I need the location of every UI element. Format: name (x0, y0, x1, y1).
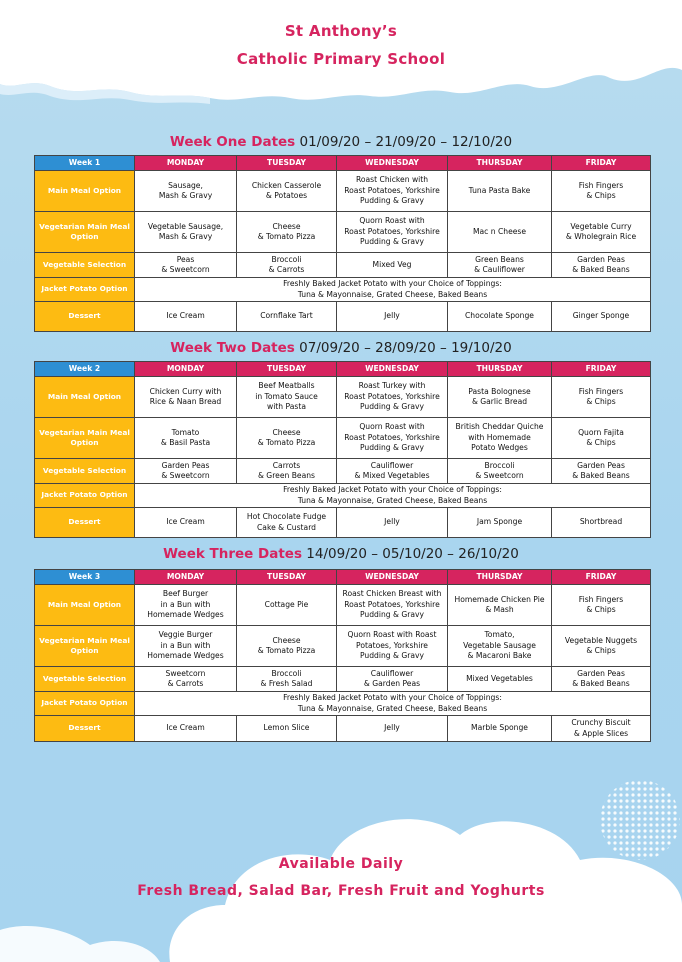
menu-cell: Cauliflower & Garden Peas (337, 667, 448, 692)
menu-cell: Broccoli & Fresh Salad (237, 667, 337, 692)
school-name-line1: St Anthony’s (284, 22, 398, 40)
menu-cell: Mixed Veg (337, 253, 448, 278)
menu-cell: Mixed Vegetables (448, 667, 552, 692)
row-label-veg: Vegetable Selection (35, 667, 135, 692)
menu-cell: Chicken Casserole & Potatoes (237, 171, 337, 212)
week-3-table (34, 569, 651, 742)
row-label-dessert: Dessert (35, 716, 135, 742)
available-daily-items: Fresh Bread, Salad Bar, Fresh Fruit and Yoghurts (137, 883, 545, 899)
day-header-tuesday: TUESDAY (237, 156, 337, 171)
menu-cell: Vegetable Nuggets & Chips (552, 626, 651, 667)
week-2-dates: 07/09/20 – 28/09/20 – 19/10/20 (299, 340, 512, 356)
menu-cell: Ice Cream (135, 302, 237, 332)
day-header-tuesday: TUESDAY (237, 570, 337, 585)
menu-cell: Roast Chicken with Roast Potatoes, Yorkshire Pudding & Gravy (337, 171, 448, 212)
menu-cell: Peas & Sweetcorn (135, 253, 237, 278)
menu-cell: Fish Fingers & Chips (552, 585, 651, 626)
week-3-title-label: Week Three Dates (163, 546, 302, 562)
menu-cell: Broccoli & Carrots (237, 253, 337, 278)
jacket-potato-cell: Freshly Baked Jacket Potato with your Choice of Toppings: Tuna & Mayonnaise, Grated Cheese, Baked Beans (135, 278, 651, 302)
menu-cell: Cheese & Tomato Pizza (237, 418, 337, 459)
row-label-main: Main Meal Option (35, 171, 135, 212)
menu-cell: Green Beans & Cauliflower (448, 253, 552, 278)
menu-cell: Fish Fingers & Chips (552, 171, 651, 212)
menu-cell: Roast Turkey with Roast Potatoes, Yorkshire Pudding & Gravy (337, 377, 448, 418)
week-2-title-label: Week Two Dates (170, 340, 295, 356)
menu-cell: Garden Peas & Baked Beans (552, 253, 651, 278)
menu-cell: Jelly (337, 508, 448, 538)
day-header-tuesday: TUESDAY (237, 362, 337, 377)
row-label-veg-main: Vegetarian Main Meal Option (35, 212, 135, 253)
menu-cell: Vegetable Curry & Wholegrain Rice (552, 212, 651, 253)
row-label-jacket: Jacket Potato Option (35, 692, 135, 716)
menu-cell: Chicken Curry with Rice & Naan Bread (135, 377, 237, 418)
menu-cell: Quorn Roast with Roast Potatoes, Yorkshire Pudding & Gravy (337, 418, 448, 459)
day-header-friday: FRIDAY (552, 156, 651, 171)
week-1-label: Week 1 (35, 156, 135, 171)
menu-cell: Garden Peas & Sweetcorn (135, 459, 237, 484)
menu-cell: Shortbread (552, 508, 651, 538)
menu-cell: Quorn Roast with Roast Potatoes, Yorkshire Pudding & Gravy (337, 626, 448, 667)
available-daily-heading: Available Daily (278, 856, 404, 872)
menu-cell: Garden Peas & Baked Beans (552, 667, 651, 692)
day-header-friday: FRIDAY (552, 362, 651, 377)
menu-cell: Veggie Burger in a Bun with Homemade Wedges (135, 626, 237, 667)
week-3-title (0, 546, 682, 562)
row-label-main: Main Meal Option (35, 377, 135, 418)
row-label-jacket: Jacket Potato Option (35, 278, 135, 302)
menu-cell: Tomato, Vegetable Sausage & Macaroni Bake (448, 626, 552, 667)
jacket-potato-cell: Freshly Baked Jacket Potato with your Choice of Toppings: Tuna & Mayonnaise, Grated Cheese, Baked Beans (135, 692, 651, 716)
menu-cell: Ice Cream (135, 508, 237, 538)
menu-cell: Ginger Sponge (552, 302, 651, 332)
menu-cell: Lemon Slice (237, 716, 337, 742)
menu-cell: Jam Sponge (448, 508, 552, 538)
week-2-title (0, 340, 682, 356)
day-header-wednesday: WEDNESDAY (337, 362, 448, 377)
day-header-thursday: THURSDAY (448, 156, 552, 171)
menu-cell: Jelly (337, 302, 448, 332)
menu-cell: Jelly (337, 716, 448, 742)
row-label-veg-main: Vegetarian Main Meal Option (35, 418, 135, 459)
week-1-table (34, 155, 651, 332)
day-header-wednesday: WEDNESDAY (337, 570, 448, 585)
menu-cell: Mac n Cheese (448, 212, 552, 253)
menu-cell: Cottage Pie (237, 585, 337, 626)
row-label-jacket: Jacket Potato Option (35, 484, 135, 508)
menu-cell: Crunchy Biscuit & Apple Slices (552, 716, 651, 742)
menu-cell: Broccoli & Sweetcorn (448, 459, 552, 484)
row-label-dessert: Dessert (35, 302, 135, 332)
day-header-monday: MONDAY (135, 570, 237, 585)
menu-cell: Garden Peas & Baked Beans (552, 459, 651, 484)
menu-cell: Quorn Roast with Roast Potatoes, Yorkshire Pudding & Gravy (337, 212, 448, 253)
day-header-thursday: THURSDAY (448, 570, 552, 585)
week-2-table (34, 361, 651, 538)
menu-cell: Fish Fingers & Chips (552, 377, 651, 418)
menu-cell: Beef Meatballs in Tomato Sauce with Pasta (237, 377, 337, 418)
menu-cell: Marble Sponge (448, 716, 552, 742)
day-header-monday: MONDAY (135, 156, 237, 171)
menu-cell: Roast Chicken Breast with Roast Potatoes, Yorkshire Pudding & Gravy (337, 585, 448, 626)
week-1-title-label: Week One Dates (169, 134, 296, 150)
menu-cell: Sausage, Mash & Gravy (135, 171, 237, 212)
menu-cell: Carrots & Green Beans (237, 459, 337, 484)
menu-cell: Ice Cream (135, 716, 237, 742)
menu-cell: Cheese & Tomato Pizza (237, 212, 337, 253)
menu-cell: Quorn Fajita & Chips (552, 418, 651, 459)
week-2-label: Week 2 (35, 362, 135, 377)
jacket-potato-cell: Freshly Baked Jacket Potato with your Choice of Toppings: Tuna & Mayonnaise, Grated Cheese, Baked Beans (135, 484, 651, 508)
week-1-dates: 01/09/20 – 21/09/20 – 12/10/20 (299, 134, 513, 150)
day-header-wednesday: WEDNESDAY (337, 156, 448, 171)
row-label-veg: Vegetable Selection (35, 459, 135, 484)
menu-cell: Vegetable Sausage, Mash & Gravy (135, 212, 237, 253)
day-header-monday: MONDAY (135, 362, 237, 377)
menu-cell: British Cheddar Quiche with Homemade Potato Wedges (448, 418, 552, 459)
menu-cell: Cauliflower & Mixed Vegetables (337, 459, 448, 484)
menu-cell: Chocolate Sponge (448, 302, 552, 332)
row-label-main: Main Meal Option (35, 585, 135, 626)
week-3-dates: 14/09/20 – 05/10/20 – 26/10/20 (306, 546, 519, 562)
menu-cell: Cornflake Tart (237, 302, 337, 332)
row-label-veg: Vegetable Selection (35, 253, 135, 278)
school-name-line2: Catholic Primary School (236, 50, 446, 68)
week-1-title (0, 134, 682, 150)
day-header-thursday: THURSDAY (448, 362, 552, 377)
menu-cell: Homemade Chicken Pie & Mash (448, 585, 552, 626)
row-label-dessert: Dessert (35, 508, 135, 538)
menu-cell: Sweetcorn & Carrots (135, 667, 237, 692)
menu-cell: Tomato & Basil Pasta (135, 418, 237, 459)
menu-cell: Hot Chocolate Fudge Cake & Custard (237, 508, 337, 538)
menu-cell: Tuna Pasta Bake (448, 171, 552, 212)
menu-cell: Pasta Bolognese & Garlic Bread (448, 377, 552, 418)
day-header-friday: FRIDAY (552, 570, 651, 585)
week-3-label: Week 3 (35, 570, 135, 585)
menu-cell: Cheese & Tomato Pizza (237, 626, 337, 667)
menu-cell: Beef Burger in a Bun with Homemade Wedges (135, 585, 237, 626)
row-label-veg-main: Vegetarian Main Meal Option (35, 626, 135, 667)
